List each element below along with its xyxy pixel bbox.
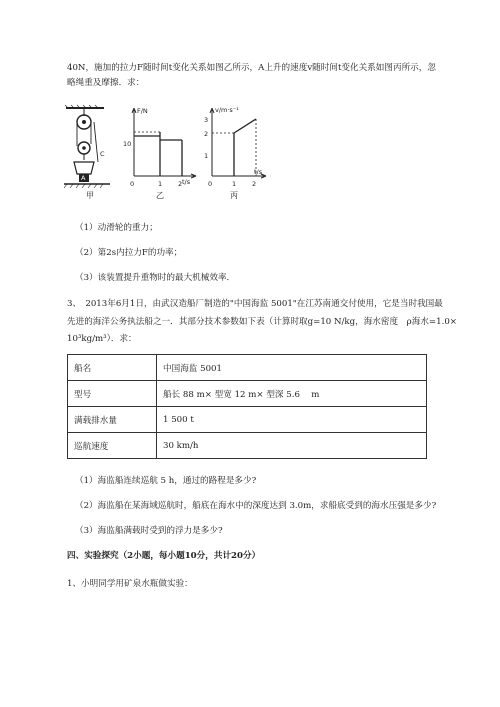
q2-sub-3: （3）该装置提升重物时的最大机械效率． <box>75 273 236 283</box>
q3-line-1: 3、 2013年6月1日，由武汉造船厂制造的"中国海监 5001"在江苏南通交付使用，它是当时我国最 <box>67 299 443 309</box>
x-tick-2: 2 <box>178 180 183 188</box>
x-tick-0: 0 <box>208 180 213 188</box>
table-value: 中国海监 5001 <box>157 355 427 381</box>
pulley-apparatus-figure <box>64 104 114 194</box>
q3-sub-3: （3）海监船满载时受到的浮力是多少? <box>75 526 223 536</box>
velocity-ramp <box>234 119 256 133</box>
x-tick-0: 0 <box>130 180 135 188</box>
table-row <box>68 433 427 459</box>
section-4-title: 四、实验探究（2小题，每小题10分，共计20分） <box>67 551 261 561</box>
ship-spec-table <box>67 354 427 459</box>
caption-jia: 甲 <box>86 191 94 200</box>
y-axis-label: v/m·s⁻¹ <box>215 106 239 114</box>
y-tick-3: 3 <box>204 116 209 124</box>
table-row <box>68 381 427 407</box>
table-key: 巡航速度 <box>68 433 157 459</box>
caption-yi: 乙 <box>156 191 164 200</box>
x-tick-1: 1 <box>232 180 237 188</box>
q2-sub-1: （1）动滑轮的重力； <box>75 223 158 233</box>
pulley-diagram <box>64 105 110 188</box>
y-tick-2: 2 <box>204 130 209 138</box>
q2-sub-2: （2）第2s内拉力F的功率； <box>75 248 183 258</box>
x-tick-2: 2 <box>252 180 257 188</box>
force-time-chart <box>120 104 200 196</box>
q3-sub-2: （2）海监船在某海域巡航时，船底在海水中的深度达到 3.0m，求船底受到的海水压强是多少? <box>75 501 437 511</box>
table-row <box>68 355 427 381</box>
label-a: A <box>81 174 86 182</box>
section-4-q1: 1、小明同学用矿泉水瓶做实验： <box>67 579 193 589</box>
x-axis-label: t/s <box>182 178 191 186</box>
y-tick-1: 1 <box>204 152 209 160</box>
table-key: 船名 <box>68 355 157 381</box>
table-key: 型号 <box>68 381 157 407</box>
caption-bing: 丙 <box>230 191 238 200</box>
q3-line-2: 先进的海洋公务执法船之一．其部分技术参数如下表（计算时取g=10 N/kg，海水密度 ρ海水=1.0× <box>67 317 457 327</box>
intro-line-1: 40N，施加的拉力F随时间t变化关系如图乙所示，A上升的速度v随时间t变化关系如图丙所示，忽 <box>67 63 436 73</box>
table-row <box>68 407 427 433</box>
y-tick-10: 10 <box>123 140 132 148</box>
x-axis-label: t/s <box>254 168 263 176</box>
label-c: C <box>100 150 105 158</box>
intro-line-2: 略绳重及摩擦．求： <box>67 78 145 88</box>
q3-line-3: 10³kg/m³）．求： <box>67 334 137 344</box>
table-value: 30 km/h <box>157 433 427 459</box>
table-value: 船长 88 m× 型宽 12 m× 型深 5.6 m <box>157 381 427 407</box>
velocity-time-chart <box>200 104 272 196</box>
table-key: 满载排水量 <box>68 407 157 433</box>
table-value: 1 500 t <box>157 407 427 433</box>
y-axis-label: F/N <box>137 107 148 115</box>
q3-sub-1: （1）海监船连续巡航 5 h，通过的路程是多少? <box>75 476 257 486</box>
x-tick-1: 1 <box>158 180 163 188</box>
